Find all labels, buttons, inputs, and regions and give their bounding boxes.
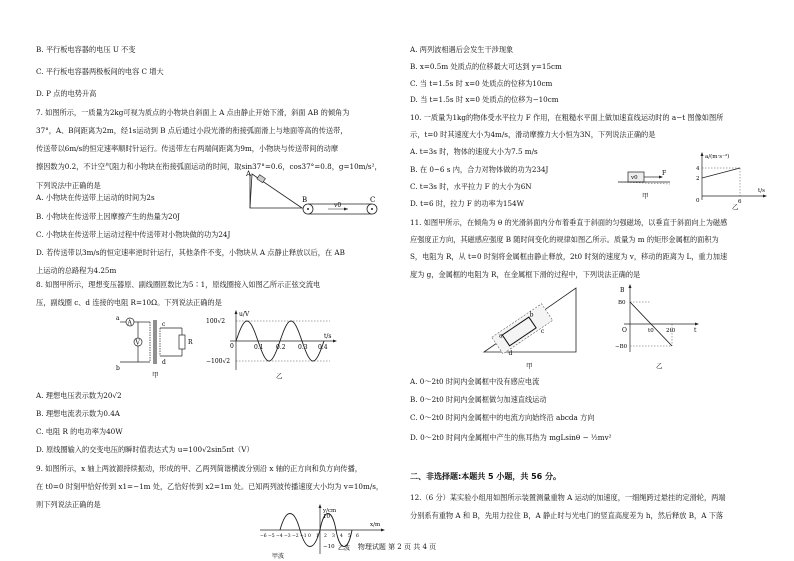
q10-option-c: C. t=3s 时，水平拉力 F 的大小为6N (410, 182, 532, 191)
svg-text:t: t (694, 327, 697, 334)
svg-text:甲: 甲 (152, 371, 159, 378)
a-t-line (702, 168, 740, 178)
x-tick-label: 4 (340, 534, 343, 539)
q11-stem-line: S，电阻为 R，从 t=0 时刻将金属框由静止释放，2t0 时刻的速度为 v，移动的距离为 L，重力加速 (410, 252, 728, 261)
q10-option-a: A. t=3s 时，物体的速度大小为7.5 m/s (410, 147, 538, 156)
label-v0: v0 (334, 202, 342, 209)
svg-text:a/(m·s⁻²): a/(m·s⁻²) (705, 154, 730, 160)
q7-option-d-cont: 上运动的总路程为4.25m (36, 266, 117, 275)
q11-figure-yi (614, 282, 704, 372)
svg-text:a: a (498, 332, 503, 340)
svg-text:t0: t0 (648, 328, 654, 334)
q8-option-b: B. 理想电流表示数为0.4A (36, 409, 120, 418)
svg-text:0.3: 0.3 (298, 344, 308, 351)
x-tick-label: −1 (300, 534, 307, 539)
x-tick-label: 0 (308, 534, 311, 539)
label-b: B (302, 196, 308, 204)
q12-stem-line: 分别系有重物 A 和 B，先用力拉住 B，A 静止时与光电门的竖直高度差为 h，然后释放 B，A 下落 (410, 511, 724, 520)
q8-option-c: C. 电阻 R 的电功率为40W (36, 427, 123, 436)
q9-option-d: D. 当 t=1.5s 时 x=0 处质点的位移为−10cm (410, 95, 559, 104)
q8-stem-line: 8. 如图甲所示，理想变压器原、副线圈匝数比为5∶1，原线圈接入如图乙所示正弦交流电 (36, 280, 321, 289)
svg-text:甲: 甲 (642, 192, 649, 200)
svg-text:R: R (188, 339, 193, 346)
svg-text:V: V (135, 339, 140, 347)
x-tick-label: 2 (324, 534, 327, 539)
q6-option-b: B. 平行板电容器的电压 U 不变 (36, 45, 136, 54)
svg-text:4: 4 (696, 166, 700, 172)
svg-text:甲: 甲 (526, 362, 533, 370)
q10-stem-line: 10. 一质量为1kg的物体受水平拉力 F 作用，在粗糙水平面上做加速直线运动时的 a−t 图像如图所 (410, 113, 724, 122)
q7-option-a: A. 小物块在传送带上运动的时间为2s (36, 193, 155, 202)
q7-stem-line: 37°，A、B间距离为2m，经1s运动到 B 点后通过小段光滑的衔接弧面滑上与地面等高的传送带， (36, 126, 348, 135)
svg-text:0.1: 0.1 (254, 344, 264, 351)
svg-text:2: 2 (696, 176, 700, 182)
q8-figure-jia (116, 308, 196, 378)
svg-text:x/m: x/m (370, 522, 381, 528)
svg-text:−10: −10 (323, 544, 335, 550)
svg-text:6: 6 (738, 199, 742, 205)
svg-text:0.2: 0.2 (276, 344, 286, 351)
svg-text:A: A (127, 319, 132, 327)
svg-text:b: b (529, 311, 534, 319)
q10-stem-line: 示，t=0 时其速度大小为4m/s，滑动摩擦力大小恒为3N，下列说法正确的是 (410, 130, 656, 139)
svg-text:B0: B0 (618, 300, 626, 306)
x-tick-label: 3 (332, 534, 335, 539)
q7-option-c: C. 小物块在传送带上运动过程中传送带对小物块做的功为24J (36, 230, 231, 239)
page-footer: 物理试题 第 2 页 共 4 页 (357, 543, 437, 551)
q6-option-c: C. 平行板电容器两极板间的电容 C 增大 (36, 67, 164, 76)
q12-stem-line: 12.（6 分）某实验小组用如图所示装置测量重物 A 运动的加速度，一细绳跨过悬挂的定滑轮，两端 (410, 493, 726, 502)
svg-text:y/cm: y/cm (323, 508, 337, 514)
svg-text:0: 0 (230, 343, 234, 350)
q8-figure-yi (206, 308, 340, 380)
label-c: C (370, 196, 376, 204)
q11-option-a: A. 0～2t0 时间内金属框中没有感应电流 (410, 377, 540, 386)
svg-text:乙: 乙 (276, 372, 283, 380)
x-tick-labels (260, 533, 359, 539)
svg-text:乙波: 乙波 (338, 545, 351, 552)
svg-text:t/s: t/s (324, 333, 332, 340)
svg-text:100√2: 100√2 (206, 318, 226, 325)
q6-option-d: D. P 点的电势升高 (36, 89, 97, 98)
q9-stem-line: 9. 如图所示，x 轴上两波源持续振动，形成的甲、乙两列简谐横波分别沿 x 轴的正方向和负方向传播， (36, 464, 362, 473)
svg-text:乙: 乙 (732, 203, 739, 210)
x-tick-label: −6 (260, 534, 267, 539)
section-2-heading: 二、非选择题:本题共 5 小题，共 56 分。 (410, 472, 562, 481)
svg-text:t/s: t/s (758, 188, 765, 194)
q11-option-c: C. 0～2t0 时间内金属框中的电流方向始终沿 abcda 方向 (410, 413, 595, 422)
q9-option-a: A. 两列波相遇后会发生干涉现象 (410, 45, 514, 54)
svg-text:d: d (508, 349, 513, 357)
svg-text:B: B (620, 287, 625, 294)
q8-stem-line: 压，副线圈 c、d 连接的电阻 R=10Ω。下列说法正确的是 (36, 298, 222, 307)
q10-option-d: D. t=6 时，拉力 F 的功率为154W (410, 199, 525, 208)
x-tick-label: 6 (356, 534, 359, 539)
svg-text:v0: v0 (631, 175, 638, 181)
q11-stem-line: 应强度正方向，其磁感应强度 B 随时间变化的规律如图乙所示。质量为 m 的矩形金属框的面积为 (410, 235, 719, 244)
svg-text:0: 0 (696, 198, 700, 204)
q7-figure (244, 168, 386, 216)
q8-option-a: A. 理想电压表示数为20√2 (36, 391, 122, 400)
x-tick-label: −2 (292, 534, 299, 539)
q11-option-d: D. 0～2t0 时间内金属框中产生的焦耳热为 mgLsinθ − ½mv² (410, 433, 612, 442)
svg-text:−100√2: −100√2 (206, 358, 231, 365)
x-tick-label: −5 (268, 534, 275, 539)
x-tick-label: −4 (276, 534, 283, 539)
svg-text:0.4: 0.4 (318, 344, 328, 351)
q11-stem-line: 度为 g，金属框的电阻为 R，在金属框下滑的过程中，下列说法正确的是 (410, 270, 641, 279)
q7-stem-line: 下列说法中正确的是 (36, 181, 101, 190)
svg-text:甲波: 甲波 (272, 553, 285, 560)
svg-text:d: d (162, 359, 166, 366)
q7-stem-line: 传送带以6m/s的恒定速率顺时针运行。传送带左右两端间距离为9m，小物块与传送带间的动摩 (36, 144, 339, 153)
q10-option-b: B. 在 0~6 s 内，合力对物体做的功为234J (410, 165, 549, 174)
svg-text:−B0: −B0 (615, 344, 628, 350)
svg-text:c: c (162, 321, 166, 328)
svg-text:a: a (116, 315, 120, 322)
label-a: A (246, 170, 252, 178)
svg-text:b: b (116, 365, 120, 372)
svg-text:c: c (540, 328, 545, 336)
q7-option-d: D. 若传送带以3m/s的恒定速率逆时针运行，其他条件不变，小物块从 A 点静止释放以后，在 AB (36, 248, 345, 257)
q7-stem-line: 7. 如图所示，一质量为2kg可视为质点的小物块自斜面上 A 点由静止开始下滑，斜面 AB 的倾角为 (36, 108, 350, 117)
svg-text:2t0: 2t0 (666, 328, 676, 334)
x-tick-label: −3 (284, 534, 291, 539)
q9-stem-line: 在 t0=0 时刻甲恰好传到 x1=−1m 处，乙恰好传到 x2=1m 处。已知两列波传播速度大小均为 v=10m/s， (36, 482, 384, 491)
q8-option-d: D. 原线圈输入的交变电压的瞬时值表达式为 u=100√2sin5πt（V） (36, 445, 254, 454)
x-tick-label: 5 (348, 534, 351, 539)
q10-figure (614, 150, 774, 210)
svg-text:u/V: u/V (239, 311, 250, 318)
q7-option-b: B. 小物块在传送带上因摩擦产生的热量为20J (36, 212, 181, 221)
q9-option-b: B. x=0.5m 处质点的位移最大可达到 y=15cm (410, 62, 562, 71)
block (257, 175, 266, 183)
svg-text:F: F (662, 170, 667, 177)
x-tick-label: 1 (316, 534, 319, 539)
q11-stem-line: 11. 如图甲所示，在倾角为 θ 的光滑斜面内分布着垂直于斜面的匀强磁场，以垂直于斜面向上为磁感 (410, 218, 728, 227)
q9-stem-line: 则下列说法正确的是 (36, 500, 101, 509)
q7-stem-line: 擦因数为0.2，不计空气阻力和小物块在衔接弧面运动的时间，取sin37°=0.6，cos37°=0.8，g=10m/s²， (36, 162, 382, 171)
q11-figure-jia (478, 282, 582, 372)
svg-text:10: 10 (323, 514, 330, 520)
svg-text:乙: 乙 (656, 362, 663, 370)
q9-option-c: C. 当 t=1.5s 时 x=0 处质点的位移为10cm (410, 79, 553, 88)
q11-option-b: B. 0～2t0 时间内金属框做匀加速直线运动 (410, 395, 547, 404)
svg-text:O: O (622, 327, 627, 334)
